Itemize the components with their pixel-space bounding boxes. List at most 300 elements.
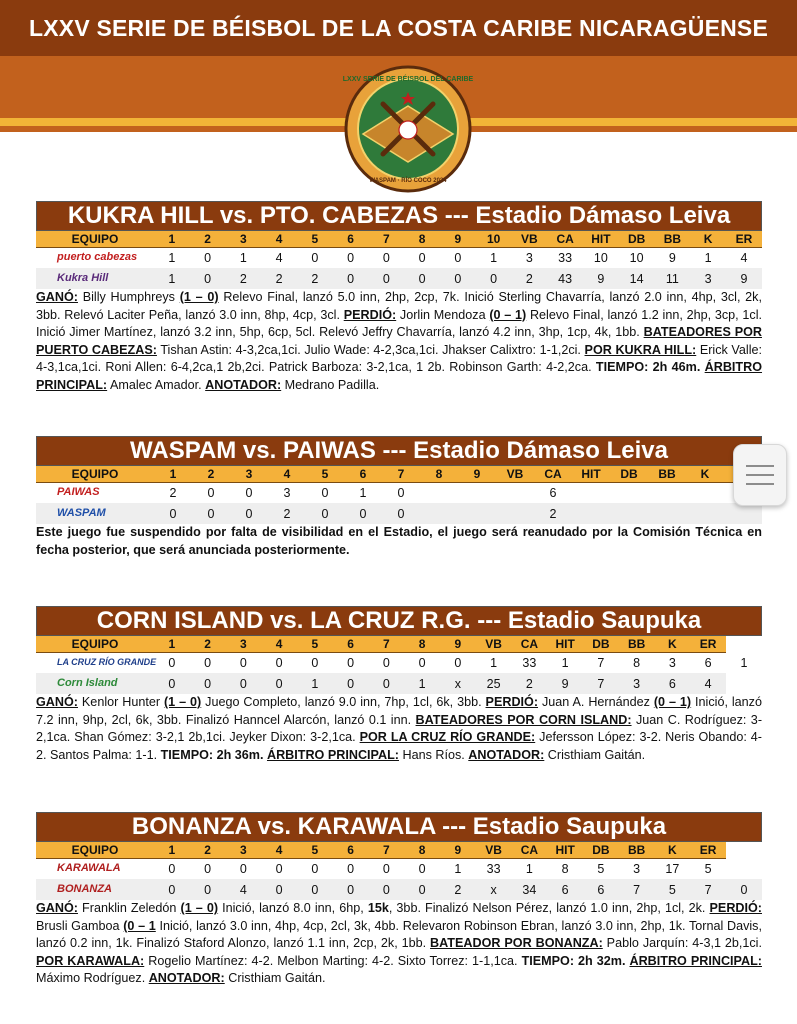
column-header: HIT — [547, 842, 583, 858]
team-logo-cell — [36, 652, 157, 673]
column-header: BB — [619, 636, 655, 652]
column-header: HIT — [547, 636, 583, 652]
score-cell: x — [476, 879, 512, 900]
column-header: 5 — [297, 636, 333, 652]
score-cell: 6 — [547, 879, 583, 900]
column-header: 2 — [192, 466, 230, 482]
score-cell: 0 — [404, 879, 440, 900]
score-cell — [572, 503, 610, 524]
score-cell — [458, 482, 496, 503]
summary-label: BATEADORES POR CORN ISLAND: — [415, 712, 632, 727]
column-header: DB — [583, 636, 619, 652]
score-cell: 0 — [261, 879, 297, 900]
game-2-header: WASPAM vs. PAIWAS --- Estadio Dámaso Leiva — [36, 436, 762, 466]
game-4-header: BONANZA vs. KARAWALA --- Estadio Saupuka — [36, 812, 762, 842]
score-cell — [610, 482, 648, 503]
score-cell: 9 — [583, 268, 619, 289]
score-cell: 3 — [655, 652, 691, 673]
column-header: 7 — [369, 842, 405, 858]
score-cell: 6 — [690, 652, 726, 673]
summary-label: ÁRBITRO PRINCIPAL: — [629, 953, 762, 968]
column-header: 1 — [154, 466, 192, 482]
column-header: 1 — [154, 231, 190, 247]
summary-text: Brusli Gamboa — [36, 918, 124, 933]
game-card-4 — [36, 812, 762, 988]
column-header: EQUIPO — [36, 466, 154, 482]
score-cell: 6 — [655, 673, 691, 694]
score-cell: 0 — [190, 652, 226, 673]
column-header: 2 — [190, 636, 226, 652]
summary-label: (0 – 1) — [653, 695, 692, 709]
column-header: 1 — [154, 636, 190, 652]
score-cell: 1 — [404, 673, 440, 694]
score-cell: 17 — [655, 858, 691, 879]
summary-text: Máximo Rodríguez. — [36, 971, 149, 986]
score-cell: 0 — [382, 482, 420, 503]
column-header: ER — [690, 842, 726, 858]
summary-label: 15k — [367, 901, 389, 915]
column-header: 2 — [190, 231, 226, 247]
score-cell: 34 — [512, 879, 548, 900]
score-cell: 1 — [512, 858, 548, 879]
summary-label: BATEADORES POR PUERTO CABEZAS: — [36, 325, 762, 357]
score-cell: 4 — [690, 673, 726, 694]
summary-text: Kenlor Hunter — [77, 695, 164, 709]
table-row — [36, 652, 762, 673]
score-cell: 3 — [619, 673, 655, 694]
team-logo-cell — [36, 503, 154, 524]
score-cell: 2 — [512, 673, 548, 694]
team-logo: WASPAM — [57, 507, 106, 519]
score-cell — [420, 482, 458, 503]
team-logo: puerto cabezas — [57, 251, 138, 264]
team-logo-cell — [36, 247, 154, 268]
score-cell: 2 — [297, 268, 333, 289]
score-cell: 0 — [344, 503, 382, 524]
score-cell: 0 — [154, 673, 190, 694]
game-2-suspension-note: Este juego fue suspendido por falta de visibilidad en el Estadio, el juego será reanudado por la Comisión Técnica en fecha posterior, que será anunciada posteriormente. — [36, 525, 762, 557]
game-1-header: KUKRA HILL vs. PTO. CABEZAS --- Estadio Dámaso Leiva — [36, 201, 762, 231]
summary-text: Relevo Final, lanzó 5.0 inn, 2hp, 2cp, 7k. Inició Sterling Chavarría, lanzó 2.0 inn, 4hp, 3cl, 2k, 3bb. Relevó Laciter Peña, lanzó 3.0 inn, 8hp, 4cp, 3cl. — [36, 290, 762, 322]
column-header: 4 — [261, 636, 297, 652]
column-header: 5 — [297, 842, 333, 858]
score-cell: 5 — [690, 858, 726, 879]
summary-label: PERDIÓ: — [343, 307, 397, 322]
score-cell: 0 — [306, 503, 344, 524]
column-header: CA — [512, 842, 548, 858]
score-cell — [648, 503, 686, 524]
column-header: DB — [583, 842, 619, 858]
score-cell: 9 — [547, 673, 583, 694]
score-cell: 0 — [226, 652, 262, 673]
table-row — [36, 879, 762, 900]
column-header: 3 — [226, 636, 262, 652]
score-cell: 2 — [440, 879, 476, 900]
summary-text: Pablo Jarquín: 4-3,1 2b,1ci. — [602, 936, 762, 951]
column-header: 8 — [404, 231, 440, 247]
column-header: 4 — [261, 231, 297, 247]
score-cell: 3 — [619, 858, 655, 879]
column-header: 6 — [333, 842, 369, 858]
score-cell: 0 — [154, 652, 190, 673]
team-logo: LA CRUZ RÍO GRANDE — [57, 657, 157, 668]
score-cell: 0 — [440, 247, 476, 268]
score-cell — [686, 503, 724, 524]
column-header: K — [655, 636, 691, 652]
score-cell: 4 — [261, 247, 297, 268]
score-cell — [458, 503, 496, 524]
summary-text: Amalec Amador. — [107, 377, 206, 392]
column-header: BB — [648, 466, 686, 482]
score-cell: 0 — [261, 858, 297, 879]
score-cell: 8 — [547, 858, 583, 879]
summary-label: ANOTADOR: — [148, 971, 225, 986]
score-cell: 3 — [690, 268, 726, 289]
summary-label: GANÓ: — [36, 901, 78, 915]
score-cell: 0 — [190, 268, 226, 289]
score-cell: 10 — [619, 247, 655, 268]
game-card-1 — [36, 201, 762, 395]
score-cell: 33 — [476, 858, 512, 879]
summary-label: (1 – 0) — [180, 901, 219, 915]
column-header: ER — [726, 231, 762, 247]
summary-label: TIEMPO: 2h 32m. — [521, 953, 626, 968]
score-cell: 0 — [369, 247, 405, 268]
page-title: LXXV SERIE DE BÉISBOL DE LA COSTA CARIBE NICARAGÜENSE — [28, 14, 769, 41]
table-row — [36, 268, 762, 289]
score-cell: 0 — [297, 652, 333, 673]
score-cell: 0 — [297, 858, 333, 879]
score-cell: 0 — [333, 268, 369, 289]
score-cell: 0 — [261, 673, 297, 694]
score-cell — [496, 482, 534, 503]
score-cell: 1 — [476, 652, 512, 673]
column-header: DB — [610, 466, 648, 482]
score-cell — [610, 503, 648, 524]
score-cell: 0 — [333, 879, 369, 900]
team-logo-cell — [36, 858, 154, 879]
score-cell: 7 — [583, 673, 619, 694]
summary-text: Jorlin Mendoza — [396, 307, 490, 322]
summary-text: Billy Humphreys — [77, 290, 180, 304]
logo-text: LXXV SERIE DE BÉISBOL DEL CARIBE — [343, 76, 473, 83]
score-cell: 0 — [226, 673, 262, 694]
series-logo — [343, 64, 473, 194]
column-header: 3 — [226, 842, 262, 858]
menu-icon-line — [746, 465, 774, 467]
score-cell: 0 — [440, 268, 476, 289]
table-row — [36, 247, 762, 268]
column-header: BB — [655, 231, 691, 247]
score-cell: 9 — [726, 268, 762, 289]
score-cell: 0 — [190, 879, 226, 900]
team-logo: Kukra Hill — [57, 272, 109, 284]
column-header: HIT — [583, 231, 619, 247]
score-cell — [496, 503, 534, 524]
score-cell: 1 — [154, 268, 190, 289]
column-header: EQUIPO — [36, 636, 154, 652]
summary-text: Medrano Padilla. — [281, 377, 380, 392]
column-header: 5 — [306, 466, 344, 482]
score-cell: 4 — [726, 247, 762, 268]
column-header: K — [686, 466, 724, 482]
score-cell: 7 — [619, 879, 655, 900]
score-cell: 43 — [547, 268, 583, 289]
score-cell: 0 — [333, 652, 369, 673]
score-cell: 25 — [476, 673, 512, 694]
summary-text: Cristhiam Gaitán. — [224, 971, 326, 986]
score-cell: 6 — [583, 879, 619, 900]
team-logo-cell — [36, 673, 154, 694]
summary-text: Franklin Zeledón — [77, 901, 181, 915]
score-cell: 0 — [333, 247, 369, 268]
summary-text: Inició, lanzó 7.2 inn, 9hp, 2cl, 6k, 3bb. Finalizó Hanncel Alarcón, lanzó 0.1 inn. — [36, 695, 762, 727]
score-cell: 1 — [476, 247, 512, 268]
column-header: 6 — [344, 466, 382, 482]
score-cell: 0 — [369, 858, 405, 879]
score-cell: 7 — [690, 879, 726, 900]
table-row — [36, 673, 762, 694]
score-cell: 2 — [534, 503, 572, 524]
summary-label: ANOTADOR: — [468, 747, 545, 762]
score-cell: 0 — [404, 268, 440, 289]
game-4-column-headers — [36, 842, 762, 858]
column-header: 4 — [261, 842, 297, 858]
team-logo: Corn Island — [57, 677, 118, 689]
summary-label: ÁRBITRO PRINCIPAL: — [36, 360, 763, 392]
score-cell: x — [440, 673, 476, 694]
summary-text: Juan A. Hernández — [538, 695, 654, 709]
summary-label: TIEMPO: 2h 46m. — [595, 360, 701, 375]
game-3-scoreboard — [36, 636, 762, 694]
score-cell — [648, 482, 686, 503]
column-header: 9 — [440, 231, 476, 247]
score-cell: 0 — [306, 482, 344, 503]
score-cell: 6 — [534, 482, 572, 503]
score-cell: 14 — [619, 268, 655, 289]
summary-label: BATEADOR POR BONANZA: — [430, 936, 603, 951]
top-title-bar — [0, 0, 797, 56]
score-cell — [572, 482, 610, 503]
score-cell: 0 — [333, 858, 369, 879]
summary-text: Juan C. Rodríguez: 3-2,1ca. Shan Gómez: 3-2,1 2b,1ci. Jeyker Dixon: 3-2,1ca. — [36, 712, 763, 745]
score-cell: 0 — [404, 858, 440, 879]
column-header: VB — [496, 466, 534, 482]
summary-label: POR KUKRA HILL: — [584, 342, 697, 357]
score-cell: 4 — [226, 879, 262, 900]
score-cell: 0 — [190, 247, 226, 268]
column-header: VB — [476, 636, 512, 652]
column-header: 8 — [404, 842, 440, 858]
column-header: CA — [547, 231, 583, 247]
floating-menu-button[interactable] — [733, 444, 787, 506]
summary-label: GANÓ: — [36, 290, 78, 304]
score-cell: 1 — [154, 247, 190, 268]
game-3-summary — [36, 694, 762, 764]
table-row — [36, 858, 762, 879]
score-cell: 0 — [190, 673, 226, 694]
score-cell: 0 — [154, 879, 190, 900]
score-cell: 5 — [583, 858, 619, 879]
score-cell: 33 — [512, 652, 548, 673]
score-cell: 3 — [268, 482, 306, 503]
column-header: 6 — [333, 231, 369, 247]
score-cell: 0 — [226, 858, 262, 879]
team-logo-cell — [36, 482, 154, 503]
score-cell: 0 — [382, 503, 420, 524]
summary-text: Inició, lanzó 3.0 inn, 4hp, 4cp, 2cl, 3k, 4bb. Relevaron Robinson Ebran, lanzó 3.0 inn, 2hp, 1k. Tornal Davis, lanzó 0.2 inn, 1k. Finalizó Staford Alonzo, lanzó 1.1 inn, 2cp, 2k, 1bb. — [36, 918, 762, 951]
column-header: DB — [619, 231, 655, 247]
score-cell: 9 — [655, 247, 691, 268]
column-header: 3 — [226, 231, 262, 247]
column-header: CA — [512, 636, 548, 652]
score-cell — [420, 503, 458, 524]
score-cell: 1 — [297, 673, 333, 694]
score-cell: 2 — [512, 268, 548, 289]
score-cell: 11 — [655, 268, 691, 289]
summary-label: PERDIÓ: — [485, 695, 539, 709]
game-1-scoreboard — [36, 231, 762, 289]
score-cell: 0 — [154, 503, 192, 524]
score-cell: 0 — [440, 652, 476, 673]
score-cell: 2 — [261, 268, 297, 289]
score-cell: 33 — [547, 247, 583, 268]
score-cell: 2 — [268, 503, 306, 524]
score-cell: 0 — [297, 879, 333, 900]
column-header: 5 — [297, 231, 333, 247]
score-cell: 0 — [726, 879, 762, 900]
score-cell: 5 — [655, 879, 691, 900]
game-1-summary — [36, 289, 762, 395]
logo-subtext: WASPAM · RÍO COCO 2024 — [369, 178, 447, 184]
score-cell: 1 — [440, 858, 476, 879]
score-cell: 0 — [333, 673, 369, 694]
column-header: 1 — [154, 842, 190, 858]
score-cell: 1 — [690, 247, 726, 268]
game-4-scoreboard — [36, 842, 762, 900]
column-header: 9 — [458, 466, 496, 482]
score-cell: 0 — [192, 482, 230, 503]
team-logo: PAIWAS — [57, 486, 100, 499]
score-cell: 0 — [369, 268, 405, 289]
column-header: 9 — [440, 842, 476, 858]
menu-icon-line — [746, 474, 774, 476]
team-logo: BONANZA — [57, 883, 112, 895]
column-header: ER — [690, 636, 726, 652]
score-cell: 8 — [619, 652, 655, 673]
column-header: K — [655, 842, 691, 858]
column-header: VB — [512, 231, 548, 247]
score-cell: 0 — [369, 652, 405, 673]
summary-label: GANÓ: — [36, 695, 78, 709]
summary-label: (1 – 0) — [163, 695, 202, 709]
column-header: EQUIPO — [36, 231, 154, 247]
game-card-3 — [36, 606, 762, 764]
summary-text: Rogelio Martínez: 4-2. Melbon Marting: 4-2. Sixto Torrez: 1-1,1ca. — [144, 953, 522, 968]
column-header: 2 — [190, 842, 226, 858]
score-cell: 7 — [583, 652, 619, 673]
column-header: 10 — [476, 231, 512, 247]
score-cell: 0 — [230, 482, 268, 503]
summary-label: POR KARAWALA: — [36, 953, 145, 968]
score-cell: 0 — [261, 652, 297, 673]
column-header: 3 — [230, 466, 268, 482]
score-cell: 1 — [547, 652, 583, 673]
game-3-column-headers — [36, 636, 762, 652]
summary-text: Juego Completo, lanzó 9.0 inn, 7hp, 1cl, 6k, 3bb. — [201, 695, 486, 709]
table-row — [36, 503, 762, 524]
score-cell: 1 — [344, 482, 382, 503]
summary-label: (1 – 0) — [179, 290, 219, 304]
summary-label: (0 – 1) — [489, 307, 527, 322]
team-logo-cell — [36, 879, 154, 900]
score-cell: 2 — [154, 482, 192, 503]
column-header: 8 — [420, 466, 458, 482]
score-cell — [686, 482, 724, 503]
summary-label: ÁRBITRO PRINCIPAL: — [266, 747, 399, 762]
summary-label: POR LA CRUZ RÍO GRANDE: — [359, 730, 536, 745]
score-cell: 0 — [404, 652, 440, 673]
score-cell: 0 — [297, 247, 333, 268]
score-cell: 0 — [369, 879, 405, 900]
summary-text: Cristhiam Gaitán. — [544, 747, 646, 762]
summary-text: Tishan Astin: 4-3,2ca,1ci. Julio Wade: 4-2,3ca,1ci. Jhakser Calixtro: 1-1,2ci. — [156, 342, 585, 357]
score-cell: 0 — [404, 247, 440, 268]
score-cell: 1 — [726, 652, 762, 673]
score-cell: 0 — [192, 503, 230, 524]
column-header: EQUIPO — [36, 842, 154, 858]
team-logo: KARAWALA — [57, 862, 121, 875]
game-2-column-headers — [36, 466, 762, 482]
summary-text: Erick Valle: 4-3,1ca,1ci. Roni Allen: 6-4,2ca,1 2b,2ci. Patrick Barboza: 3-2,1ca, 1 2b. Robinson Garth: 4-2,2ca. — [36, 342, 763, 375]
summary-text: Jefersson López: 3-2. Neris Obando: 4-2. Santos Palma: 1-1. — [36, 730, 762, 762]
summary-label: PERDIÓ: — [709, 901, 762, 915]
summary-text: Hans Ríos. — [398, 747, 469, 762]
column-header: 6 — [333, 636, 369, 652]
column-header: CA — [534, 466, 572, 482]
column-header: 4 — [268, 466, 306, 482]
score-cell: 0 — [230, 503, 268, 524]
score-cell — [724, 503, 762, 524]
score-cell: 0 — [154, 858, 190, 879]
summary-label: ANOTADOR: — [205, 377, 282, 392]
column-header: 9 — [440, 636, 476, 652]
score-cell: 1 — [226, 247, 262, 268]
game-card-2 — [36, 436, 762, 559]
menu-icon-line — [746, 483, 774, 485]
score-cell: 2 — [226, 268, 262, 289]
summary-text: , 3bb. Finalizó Nelson Pérez, lanzó 1.0 inn, 2hp, 1cl, 2k. — [388, 901, 710, 915]
column-header: K — [690, 231, 726, 247]
column-header: BB — [619, 842, 655, 858]
column-header: VB — [476, 842, 512, 858]
score-cell: 0 — [476, 268, 512, 289]
summary-label: TIEMPO: 2h 36m. — [160, 747, 264, 762]
column-header: 8 — [404, 636, 440, 652]
score-cell: 0 — [190, 858, 226, 879]
game-2-scoreboard — [36, 466, 762, 524]
summary-text: Relevo Final, lanzó 1.2 inn, 2hp, 3cp, 1cl. Inició Jimer Martínez, lanzó 3.2 inn, 5hp, 6cp, 5cl. Relevó Jeffry Chavarría, lanzó 4.2 inn, 3hp, 1cp, 4k, 1bb. — [36, 307, 762, 340]
column-header: HIT — [572, 466, 610, 482]
score-cell: 10 — [583, 247, 619, 268]
game-1-column-headers — [36, 231, 762, 247]
summary-label: (0 – 1 — [123, 918, 156, 933]
column-header: 7 — [382, 466, 420, 482]
column-header: 7 — [369, 231, 405, 247]
summary-text: Inició, lanzó 8.0 inn, 6hp, — [218, 901, 368, 915]
score-cell: 0 — [369, 673, 405, 694]
game-4-summary — [36, 900, 762, 988]
